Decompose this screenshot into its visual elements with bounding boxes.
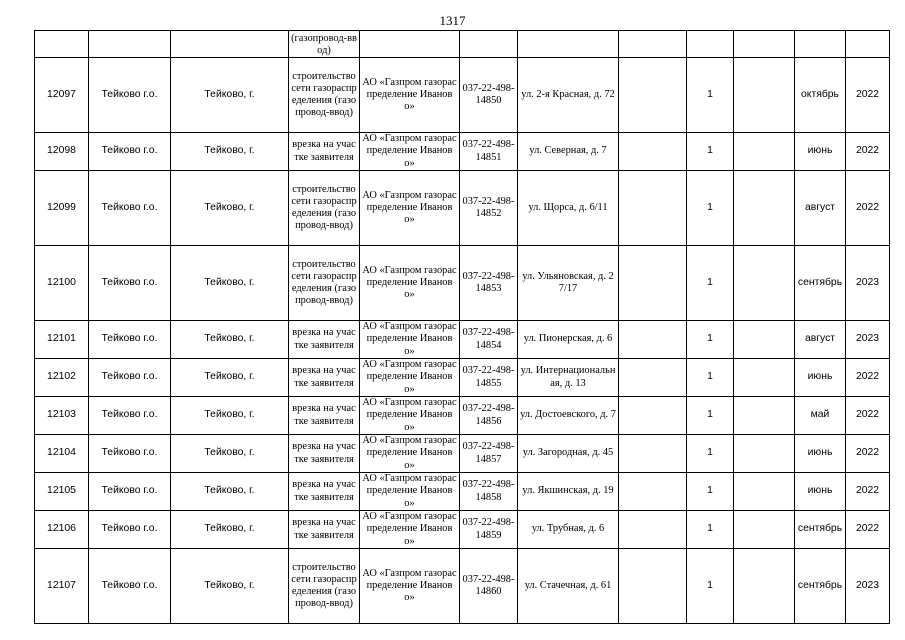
cell-year: 2022 (846, 133, 890, 171)
cell-org: АО «Газпром газораспределение Иваново» (360, 321, 460, 359)
cell-year: 2022 (846, 473, 890, 511)
cell-work-type: строительство сети газораспределения (газопровод-ввод) (289, 171, 360, 246)
cell-year: 2022 (846, 511, 890, 549)
cell-year: 2022 (846, 171, 890, 246)
cell-work-type: строительство сети газораспределения (газопровод-ввод) (289, 58, 360, 133)
cell-empty (619, 473, 687, 511)
cell-num: 12101 (35, 321, 89, 359)
cell-municipality: Тейково г.о. (89, 321, 171, 359)
cell-empty (619, 397, 687, 435)
table-row (35, 133, 890, 171)
cell-empty (734, 321, 795, 359)
cell-empty (619, 246, 687, 321)
cell-empty (734, 133, 795, 171)
cell-work-type: врезка на участке заявителя (289, 321, 360, 359)
cell-empty (734, 31, 795, 58)
gasification-table (34, 30, 890, 624)
cell-empty (734, 473, 795, 511)
cell-work-type: врезка на участке заявителя (289, 133, 360, 171)
cell-municipality (89, 31, 171, 58)
cell-num: 12097 (35, 58, 89, 133)
table-row (35, 58, 890, 133)
cell-empty (734, 359, 795, 397)
cell-num: 12103 (35, 397, 89, 435)
cell-municipality: Тейково г.о. (89, 171, 171, 246)
cell-qty: 1 (687, 321, 734, 359)
cell-num: 12099 (35, 171, 89, 246)
table-row (35, 473, 890, 511)
cell-code: 037-22-498-14852 (460, 171, 518, 246)
cell-empty (734, 246, 795, 321)
cell-org: АО «Газпром газораспределение Иваново» (360, 171, 460, 246)
table-row (35, 435, 890, 473)
cell-month: октябрь (795, 58, 846, 133)
cell-num: 12107 (35, 549, 89, 624)
table-row (35, 359, 890, 397)
cell-municipality: Тейково г.о. (89, 58, 171, 133)
cell-work-type: строительство сети газораспределения (газопровод-ввод) (289, 549, 360, 624)
cell-code: 037-22-498-14855 (460, 359, 518, 397)
cell-month: сентябрь (795, 511, 846, 549)
cell-locality: Тейково, г. (171, 435, 289, 473)
cell-month: сентябрь (795, 549, 846, 624)
cell-municipality: Тейково г.о. (89, 511, 171, 549)
cell-qty (687, 31, 734, 58)
cell-municipality: Тейково г.о. (89, 133, 171, 171)
cell-municipality: Тейково г.о. (89, 435, 171, 473)
cell-code: 037-22-498-14858 (460, 473, 518, 511)
cell-empty (734, 397, 795, 435)
cell-year: 2023 (846, 246, 890, 321)
cell-qty: 1 (687, 549, 734, 624)
cell-address: ул. Щорса, д. 6/11 (518, 171, 619, 246)
cell-month: сентябрь (795, 246, 846, 321)
cell-work-type: врезка на участке заявителя (289, 435, 360, 473)
cell-org: АО «Газпром газораспределение Иваново» (360, 511, 460, 549)
cell-locality: Тейково, г. (171, 133, 289, 171)
cell-org: АО «Газпром газораспределение Иваново» (360, 133, 460, 171)
table-row (35, 246, 890, 321)
cell-locality: Тейково, г. (171, 246, 289, 321)
cell-empty (619, 171, 687, 246)
cell-address: ул. Достоевского, д. 7 (518, 397, 619, 435)
cell-code: 037-22-498-14859 (460, 511, 518, 549)
cell-num: 12100 (35, 246, 89, 321)
cell-address: ул. 2-я Красная, д. 72 (518, 58, 619, 133)
cell-org: АО «Газпром газораспределение Иваново» (360, 58, 460, 133)
cell-municipality: Тейково г.о. (89, 359, 171, 397)
cell-locality: Тейково, г. (171, 397, 289, 435)
cell-municipality: Тейково г.о. (89, 397, 171, 435)
cell-empty (619, 435, 687, 473)
cell-qty: 1 (687, 473, 734, 511)
cell-locality: Тейково, г. (171, 171, 289, 246)
cell-year: 2022 (846, 435, 890, 473)
cell-empty (619, 58, 687, 133)
cell-org: АО «Газпром газораспределение Иваново» (360, 473, 460, 511)
cell-year: 2022 (846, 397, 890, 435)
cell-address: ул. Ульяновская, д. 27/17 (518, 246, 619, 321)
cell-address: ул. Пионерская, д. 6 (518, 321, 619, 359)
cell-locality: Тейково, г. (171, 473, 289, 511)
table-body (35, 31, 890, 624)
cell-org: АО «Газпром газораспределение Иваново» (360, 359, 460, 397)
cell-empty (734, 58, 795, 133)
cell-empty (619, 31, 687, 58)
cell-month: июнь (795, 133, 846, 171)
cell-code (460, 31, 518, 58)
cell-empty (619, 549, 687, 624)
cell-num: 12102 (35, 359, 89, 397)
cell-locality: Тейково, г. (171, 511, 289, 549)
cell-municipality: Тейково г.о. (89, 549, 171, 624)
cell-work-type: врезка на участке заявителя (289, 359, 360, 397)
cell-qty: 1 (687, 359, 734, 397)
cell-empty (619, 511, 687, 549)
cell-code: 037-22-498-14856 (460, 397, 518, 435)
cell-year: 2023 (846, 321, 890, 359)
cell-year: 2022 (846, 359, 890, 397)
cell-empty (734, 171, 795, 246)
table-row (35, 321, 890, 359)
cell-code: 037-22-498-14860 (460, 549, 518, 624)
cell-code: 037-22-498-14854 (460, 321, 518, 359)
cell-month: июнь (795, 435, 846, 473)
cell-num: 12104 (35, 435, 89, 473)
continuation-row (35, 31, 890, 58)
cell-municipality: Тейково г.о. (89, 246, 171, 321)
cell-empty (734, 511, 795, 549)
cell-num: 12098 (35, 133, 89, 171)
cell-empty (619, 359, 687, 397)
cell-month: май (795, 397, 846, 435)
table-row (35, 511, 890, 549)
cell-month: июнь (795, 473, 846, 511)
page-number: 1317 (439, 13, 466, 28)
cell-year (846, 31, 890, 58)
cell-locality: Тейково, г. (171, 321, 289, 359)
table-row (35, 397, 890, 435)
cell-year: 2023 (846, 549, 890, 624)
table-row (35, 171, 890, 246)
cell-num: 12105 (35, 473, 89, 511)
cell-locality: Тейково, г. (171, 549, 289, 624)
cell-locality (171, 31, 289, 58)
cell-qty: 1 (687, 58, 734, 133)
cell-year: 2022 (846, 58, 890, 133)
cell-address: ул. Северная, д. 7 (518, 133, 619, 171)
cell-num: 12106 (35, 511, 89, 549)
cell-qty: 1 (687, 246, 734, 321)
cell-address: ул. Якшинская, д. 19 (518, 473, 619, 511)
table-row (35, 549, 890, 624)
cell-org: АО «Газпром газораспределение Иваново» (360, 435, 460, 473)
cell-org: АО «Газпром газораспределение Иваново» (360, 397, 460, 435)
cell-locality: Тейково, г. (171, 58, 289, 133)
cell-org: АО «Газпром газораспределение Иваново» (360, 246, 460, 321)
cell-org: АО «Газпром газораспределение Иваново» (360, 549, 460, 624)
cell-qty: 1 (687, 133, 734, 171)
cell-work-type: врезка на участке заявителя (289, 511, 360, 549)
cell-address: ул. Интернациональная, д. 13 (518, 359, 619, 397)
cell-empty (619, 321, 687, 359)
cell-work-type: врезка на участке заявителя (289, 473, 360, 511)
cell-work-type: (газопровод-ввод) (289, 31, 360, 58)
cell-month (795, 31, 846, 58)
cell-work-type: строительство сети газораспределения (газопровод-ввод) (289, 246, 360, 321)
cell-address (518, 31, 619, 58)
cell-empty (734, 549, 795, 624)
cell-empty (734, 435, 795, 473)
cell-empty (619, 133, 687, 171)
cell-month: август (795, 171, 846, 246)
cell-month: июнь (795, 359, 846, 397)
cell-org (360, 31, 460, 58)
cell-address: ул. Стачечная, д. 61 (518, 549, 619, 624)
cell-qty: 1 (687, 435, 734, 473)
cell-qty: 1 (687, 511, 734, 549)
cell-municipality: Тейково г.о. (89, 473, 171, 511)
cell-month: август (795, 321, 846, 359)
cell-work-type: врезка на участке заявителя (289, 397, 360, 435)
cell-code: 037-22-498-14853 (460, 246, 518, 321)
cell-code: 037-22-498-14851 (460, 133, 518, 171)
cell-address: ул. Трубная, д. 6 (518, 511, 619, 549)
cell-locality: Тейково, г. (171, 359, 289, 397)
cell-qty: 1 (687, 397, 734, 435)
cell-code: 037-22-498-14857 (460, 435, 518, 473)
cell-address: ул. Загородная, д. 45 (518, 435, 619, 473)
cell-qty: 1 (687, 171, 734, 246)
cell-num (35, 31, 89, 58)
cell-code: 037-22-498-14850 (460, 58, 518, 133)
